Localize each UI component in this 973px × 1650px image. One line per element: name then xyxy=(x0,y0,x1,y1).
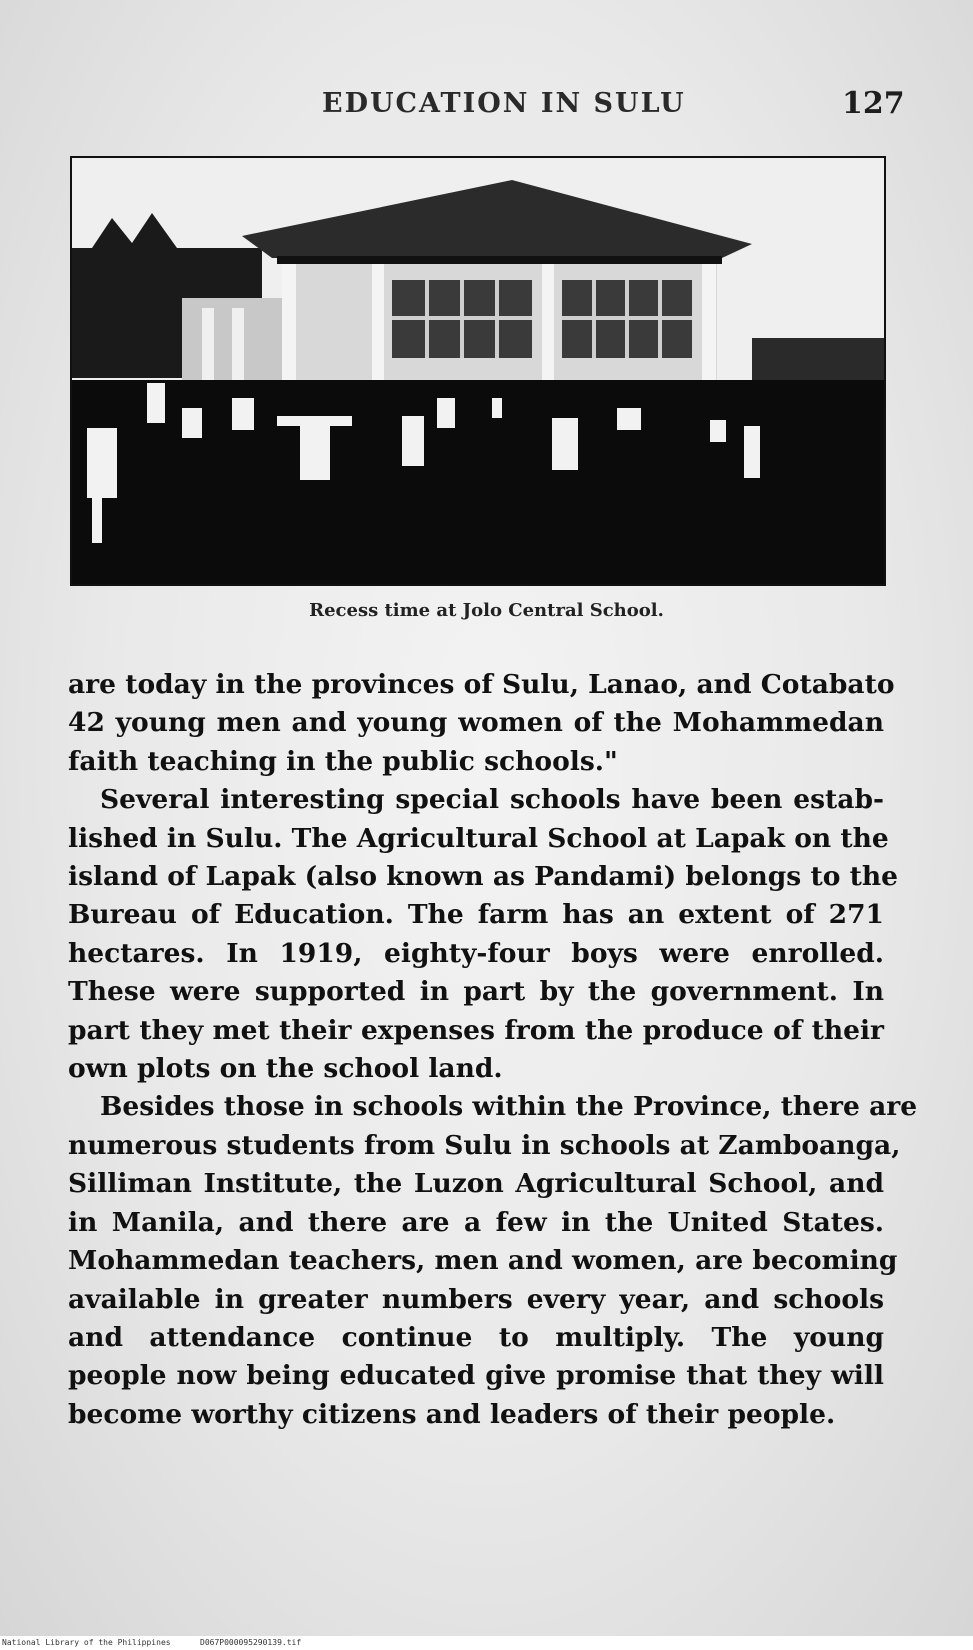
text-line: island of Lapak (also known as Pandami) belongs to the xyxy=(68,861,898,893)
school-photograph xyxy=(70,156,886,586)
text-line: These were supported in part by the government. In xyxy=(68,976,884,1008)
text-line: part they met their expenses from the produce of their xyxy=(68,1014,884,1046)
page-number: 127 xyxy=(842,86,905,121)
photo-illustration xyxy=(72,158,884,584)
text-line: in Manila, and there are a few in the United States. xyxy=(68,1206,884,1238)
text-line: hectares. In 1919, eighty-four boys were enrolled. xyxy=(68,937,884,969)
text-line: Silliman Institute, the Luzon Agricultural School, and xyxy=(68,1168,884,1200)
text-line: numerous students from Sulu in schools at Zamboanga, xyxy=(68,1129,901,1161)
file-identifier: D067P000095290139.tif xyxy=(200,1638,302,1647)
text-line: become worthy citizens and leaders of their people. xyxy=(68,1398,836,1430)
running-title: EDUCATION IN SULU xyxy=(322,88,686,119)
text-line: and attendance continue to multiply. The young xyxy=(68,1321,884,1353)
text-line: available in greater numbers every year, and schools xyxy=(68,1283,884,1315)
scan-footer xyxy=(0,1636,973,1650)
library-credit: National Library of the Philippines xyxy=(2,1638,171,1647)
text-line: Besides those in schools within the Province, there are xyxy=(100,1091,918,1123)
text-line: own plots on the school land. xyxy=(68,1053,503,1085)
text-line: faith teaching in the public schools." xyxy=(68,745,618,777)
text-line: Several interesting special schools have been estab- xyxy=(100,784,884,816)
text-line: lished in Sulu. The Agricultural School at Lapak on the xyxy=(68,822,889,854)
text-line: people now being educated give promise that they will xyxy=(68,1360,884,1392)
text-line: Mohammedan teachers, men and women, are becoming xyxy=(68,1245,898,1277)
figure-caption: Recess time at Jolo Central School. xyxy=(309,600,664,621)
body-text xyxy=(68,666,918,1434)
text-line: 42 young men and young women of the Mohammedan xyxy=(68,707,884,739)
text-line: are today in the provinces of Sulu, Lanao, and Cotabato xyxy=(68,669,895,700)
text-line: Bureau of Education. The farm has an extent of 271 xyxy=(68,899,884,931)
running-head xyxy=(0,88,973,128)
